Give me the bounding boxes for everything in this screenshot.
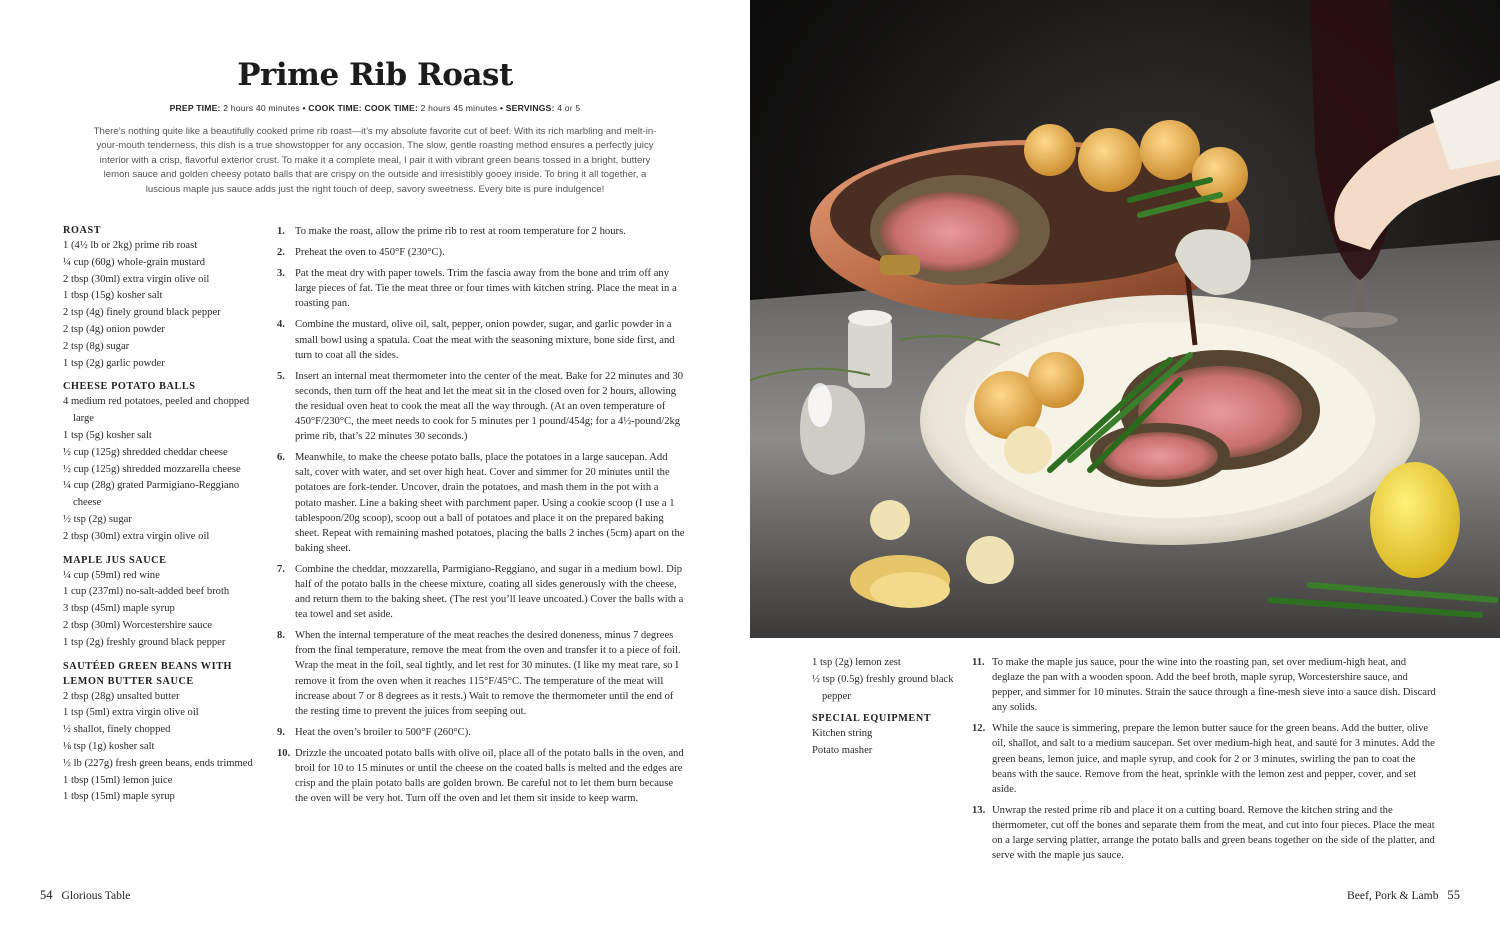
ingredient-item: ½ cup (125g) shredded mozzarella cheese bbox=[63, 463, 241, 475]
ingredients-column bbox=[63, 223, 263, 806]
ingredient-heading-cheese-potato-balls: CHEESE POTATO BALLS bbox=[63, 381, 196, 393]
method-step bbox=[277, 725, 687, 740]
ingredient-item: 2 tbsp (28g) unsalted butter bbox=[63, 690, 180, 702]
ingredient-item: 2 tsp (8g) sugar bbox=[63, 340, 130, 352]
ingredient-item: ½ lb (227g) fresh green beans, ends trimmed bbox=[63, 757, 253, 769]
method-step bbox=[277, 450, 687, 556]
step-text: Insert an internal meat thermometer into the center of the meat. Bake for 22 minutes and 30 seconds, then turn off the heat and let the meat sit in the closed oven for 2 hours, allowing the residual oven heat to cook the meat all the way through. (At an oven temperature of 450°F/230°C, the meet needs to cook for 5 minutes per 1 pound/454g; for a 4½-pound/2kg prime rib, that’s 22 minutes 30 seconds.) bbox=[295, 370, 684, 443]
ingredient-item: 1 cup (237ml) no-salt-added beef broth bbox=[63, 586, 230, 598]
method-step bbox=[972, 655, 1438, 715]
ingredient-heading-maple-jus: MAPLE JUS SAUCE bbox=[63, 554, 167, 566]
recipe-intro: There’s nothing quite like a beautifully cooked prime rib roast—it’s my absolute favorite cut of beef. With its rich marbling and melt-in-your-mouth tenderness, this dish is a true showstopper for any occasion. The slow, gentle roasting method ensures a perfectly juicy interior with a crisp, flavorful exterior crust. To make it a complete meal, I pair it with vibrant green beans tossed in a bright, buttery lemon sauce and golden cheesy potato balls that are crispy on the outside and irresistibly gooey inside. To bring it all together, a luscious maple jus sauce adds just the right touch of deep, savory sweetness. Every bite is pure indulgence! bbox=[93, 126, 657, 195]
step-number: 13. bbox=[972, 804, 986, 816]
prep-time-label: PREP TIME: bbox=[169, 103, 221, 113]
step-text: To make the roast, allow the prime rib to rest at room temperature for 2 hours. bbox=[295, 226, 626, 237]
ingredient-item: 1 tsp (2g) garlic powder bbox=[63, 357, 165, 369]
ingredient-item: 3 tbsp (45ml) maple syrup bbox=[63, 603, 175, 615]
ingredient-heading-green-beans: SAUTÉED GREEN BEANS WITH LEMON BUTTER SAUCE bbox=[63, 660, 233, 687]
ingredient-item: 2 tsp (4g) onion powder bbox=[63, 323, 165, 335]
footer-right bbox=[1347, 888, 1460, 903]
ingredient-item: ¼ cup (59ml) red wine bbox=[63, 569, 160, 581]
method-step bbox=[277, 562, 687, 622]
step-number: 2. bbox=[277, 247, 285, 259]
ingredient-item: 2 tbsp (30ml) extra virgin olive oil bbox=[63, 273, 210, 285]
servings-label: SERVINGS: bbox=[505, 103, 555, 113]
method-step bbox=[277, 628, 687, 719]
page-number-right: 55 bbox=[1447, 888, 1460, 902]
cook-time-value: 2 hours 45 minutes bbox=[420, 103, 498, 113]
method-step bbox=[277, 266, 687, 311]
ingredient-item: 2 tbsp (30ml) extra virgin olive oil bbox=[63, 530, 210, 542]
step-text: Pat the meat dry with paper towels. Trim the fascia away from the bone and trim off any large pieces of fat. Tie the meat three or four times with kitchen string. Place the meat in a roasting pan. bbox=[295, 268, 677, 310]
ingredient-item: 1 tsp (2g) lemon zest bbox=[812, 657, 901, 668]
step-text: Combine the cheddar, mozzarella, Parmigiano-Reggiano, and sugar in a medium bowl. Dip half of the potato balls in the cheese mixture, coating all sides generously with the cheese, and return them to the baking sheet. (The rest you’ll leave uncoated.) Cover the balls with a tea towel and set aside. bbox=[295, 563, 684, 621]
ingredient-item: ¼ cup (60g) whole-grain mustard bbox=[63, 256, 206, 268]
method-step bbox=[972, 803, 1438, 863]
step-number: 11. bbox=[972, 657, 985, 668]
step-number: 5. bbox=[277, 370, 285, 382]
step-number: 6. bbox=[277, 452, 285, 464]
ingredient-item: ½ cup (125g) shredded cheddar cheese bbox=[63, 446, 228, 458]
book-title: Glorious Table bbox=[61, 889, 131, 902]
step-text: Unwrap the rested prime rib and place it on a cutting board. Remove the kitchen string and the thermometer, cut off the bones and separate them from the meat, and cut into four pieces. Place the meat on a large serving platter, arrange the potato balls and green beans together on the side of the platter, and serve with the maple jus sauce. bbox=[992, 804, 1435, 862]
meta-separator: • bbox=[302, 103, 306, 113]
ingredient-item: 1 tbsp (15ml) maple syrup bbox=[63, 791, 175, 803]
method-step bbox=[277, 746, 687, 806]
steps-column-left bbox=[277, 224, 687, 812]
step-number: 1. bbox=[277, 226, 285, 237]
prep-time-value: 2 hours 40 minutes bbox=[223, 103, 300, 113]
equipment-heading: SPECIAL EQUIPMENT bbox=[812, 713, 932, 725]
ingredient-heading-roast: ROAST bbox=[63, 225, 102, 236]
step-number: 3. bbox=[277, 268, 285, 280]
ingredient-item: 1 tbsp (15ml) lemon juice bbox=[63, 774, 173, 786]
step-text: To make the maple jus sauce, pour the wine into the roasting pan, set over medium-high heat, and deglaze the pan with a wooden spoon. Add the beef broth, maple syrup, Worcestershire sauce, and pepper, and simmer for 10 minutes. Strain the sauce through a fine-mesh sieve into a sauce dish. Discard any solids. bbox=[992, 657, 1436, 714]
step-number: 12. bbox=[972, 723, 986, 735]
page-number-left: 54 bbox=[40, 888, 53, 902]
ingredient-item: 4 medium red potatoes, peeled and chopped large bbox=[63, 396, 250, 425]
cook-time-label: COOK TIME: COOK TIME: bbox=[308, 103, 419, 113]
step-number: 8. bbox=[277, 630, 285, 642]
chapter-title: Beef, Pork & Lamb bbox=[1347, 889, 1439, 902]
ingredient-item: ½ tsp (2g) sugar bbox=[63, 513, 132, 525]
servings-value: 4 or 5 bbox=[557, 103, 581, 113]
ingredient-item: 1 tbsp (15g) kosher salt bbox=[63, 290, 163, 302]
method-step bbox=[277, 245, 687, 260]
ingredient-item: ½ shallot, finely chopped bbox=[63, 724, 171, 736]
prime-rib-photo-illustration bbox=[750, 0, 1500, 638]
step-text: Heat the oven’s broiler to 500°F (260°C). bbox=[295, 726, 471, 738]
step-text: Drizzle the uncoated potato balls with olive oil, place all of the potato balls in the oven, and broil for 10 to 15 minutes or until the cheese on the coated balls is melted and the edges are crisp and the plain potato balls are golden brown. Be careful not to let them burn because the oven will be very hot. Turn off the oven and let them sit inside to keep warm. bbox=[295, 747, 684, 805]
step-text: While the sauce is simmering, prepare the lemon butter sauce for the green beans. Add the butter, olive oil, shallot, and salt to a medium saucepan. Set over medium-high heat, and sauté for 3 minutes. Add the green beans, lemon juice, and maple syrup, and cook for 2 or 3 minutes, swirling the pan to coat the beans with the sauce. Remove from the heat, sprinkle with the lemon zest and pepper, cover, and set aside. bbox=[992, 723, 1435, 795]
step-text: Combine the mustard, olive oil, salt, pepper, onion powder, sugar, and garlic powder in a small bowl using a spatula. Coat the meat with the seasoning mixture, bone side first, and turn to coat all the sides. bbox=[295, 319, 675, 361]
ingredient-item: 2 tsp (4g) finely ground black pepper bbox=[63, 307, 221, 319]
recipe-meta bbox=[0, 103, 750, 113]
step-number: 7. bbox=[277, 563, 285, 575]
ingredient-item: 1 tsp (5ml) extra virgin olive oil bbox=[63, 707, 199, 719]
method-step bbox=[972, 721, 1438, 796]
ingredient-item: 2 tbsp (30ml) Worcestershire sauce bbox=[63, 619, 212, 631]
method-step bbox=[277, 369, 687, 444]
ingredient-item: ⅛ tsp (1g) kosher salt bbox=[63, 740, 155, 752]
footer-left bbox=[40, 888, 130, 903]
steps-column-right bbox=[972, 655, 1438, 869]
equipment-item: Kitchen string bbox=[812, 728, 873, 740]
ingredient-item: ½ tsp (0.5g) freshly ground black pepper bbox=[812, 673, 954, 702]
equipment-item: Potato masher bbox=[812, 745, 873, 757]
step-text: When the internal temperature of the meat reaches the desired doneness, minus 7 degrees from the final temperature, remove the meat from the oven and transfer it to a piece of foil. Wrap the meat in the foil, seal tightly, and let rest for 30 minutes. (I like my meat rare, so I remove it from the oven when it reaches 115°F/45°C. The temperature of the meat will increase about 7 or 8 degrees as it rests.) Wait to remove the thermometer until the end of the resting time to prevent the juices from seeping out. bbox=[295, 630, 681, 717]
recipe-title: Prime Rib Roast bbox=[237, 57, 513, 93]
ingredients-column-continued bbox=[812, 655, 957, 760]
ingredient-item: 1 tsp (5g) kosher salt bbox=[63, 429, 152, 441]
step-text: Preheat the oven to 450°F (230°C). bbox=[295, 247, 445, 259]
method-step bbox=[277, 317, 687, 362]
step-number: 10. bbox=[277, 747, 291, 759]
meta-separator: • bbox=[499, 103, 504, 113]
ingredient-item: ¼ cup (28g) grated Parmigiano-Reggiano cheese bbox=[63, 480, 240, 509]
step-number: 9. bbox=[277, 726, 285, 738]
ingredient-item: 1 (4½ lb or 2kg) prime rib roast bbox=[63, 240, 198, 251]
step-text: Meanwhile, to make the cheese potato balls, place the potatoes in a large saucepan. Add salt, cover with water, and set over high heat. Cover and simmer for 20 minutes until the potatoes are fork-tender. Uncover, drain the potatoes, and mash them in the pot with a potato masher. Line a baking sheet with parchment paper. Using a cookie scoop (I use a 1 tablespoon/20g scoop), scoop out a ball of potatoes and place it on the prepared baking sheet. Repeat with remaining mashed potatoes, placing the balls 2 inches (5cm) apart on the baking sheet. bbox=[295, 452, 685, 554]
food-photo bbox=[750, 0, 1500, 638]
ingredient-item: 1 tsp (2g) freshly ground black pepper bbox=[63, 636, 226, 648]
step-number: 4. bbox=[277, 319, 285, 331]
method-step bbox=[277, 224, 687, 239]
